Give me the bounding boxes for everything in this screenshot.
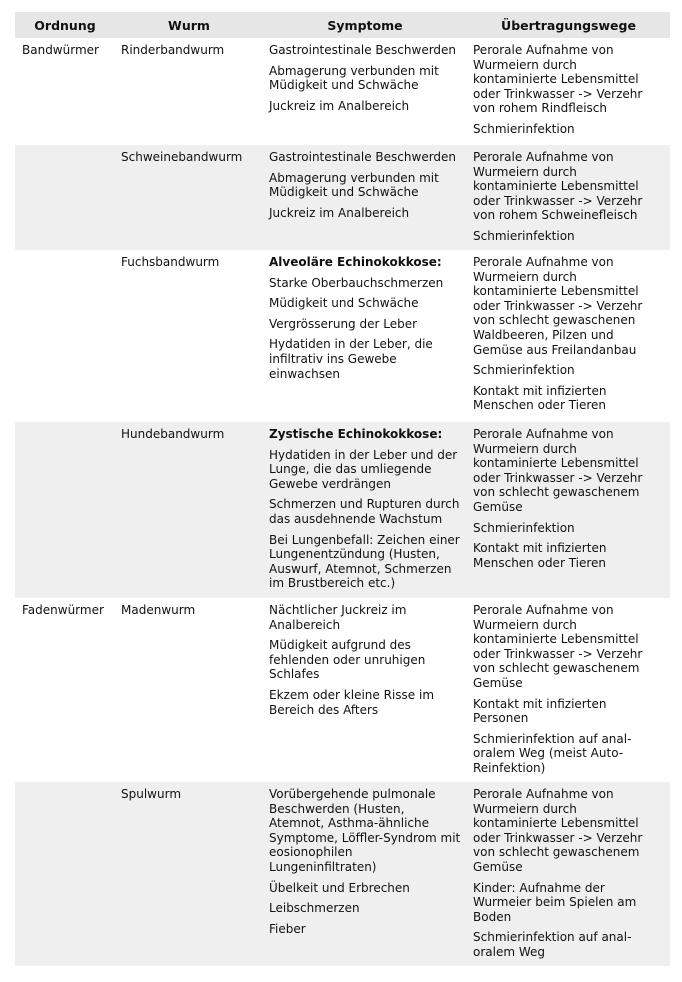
header-ordnung: Ordnung (15, 12, 115, 38)
transmission-item: Schmierinfektion (473, 363, 575, 378)
symptom-heading: Alveoläre Echinokokkose: (269, 255, 442, 269)
cell-uebertragungswege (467, 782, 670, 966)
cell-wurm: Schweinebandwurm (115, 145, 263, 250)
transmission-item: Perorale Aufnahme von Wurmeiern durch kontaminierte Lebensmittel oder Trinkwasser -> Verzehr von schlecht gewaschenem Gemüse (473, 603, 643, 690)
table-row (15, 782, 670, 966)
cell-symptome (263, 782, 467, 966)
table-row (15, 598, 670, 782)
cell-ordnung (15, 145, 115, 250)
symptom-item: Fieber (269, 921, 306, 936)
cell-ordnung (15, 250, 115, 422)
transmission-item: Perorale Aufnahme von Wurmeiern durch kontaminierte Lebensmittel oder Trinkwasser -> Verzehr von rohem Rindfleisch (473, 43, 643, 116)
worm-table (15, 12, 670, 966)
cell-wurm: Rinderbandwurm (121, 43, 225, 57)
cell-symptome (263, 422, 467, 598)
transmission-item: Kontakt mit infizierten Menschen oder Tieren (473, 541, 607, 570)
cell-wurm: Fuchsbandwurm (121, 255, 220, 269)
symptom-item: Bei Lungenbefall: Zeichen einer Lungenentzündung (Husten, Auswurf, Atemnot, Schmerzen im Brustbereich etc.) (269, 532, 460, 591)
cell-symptome (263, 38, 467, 145)
table-header (15, 12, 670, 38)
symptom-item: Hydatiden in der Leber und der Lunge, die das umliegende Gewebe verdrängen (269, 447, 458, 491)
symptom-item: Müdigkeit und Schwäche (269, 296, 419, 311)
cell-wurm: Madenwurm (121, 603, 196, 617)
header-row (15, 12, 670, 38)
transmission-item: Kinder: Aufnahme der Wurmeier beim Spielen am Boden (473, 880, 637, 924)
symptom-item: Gastrointestinale Beschwerden (269, 43, 457, 57)
cell-uebertragungswege (467, 598, 670, 782)
header-symptome: Symptome (263, 12, 467, 38)
table-body (15, 38, 670, 966)
transmission-item: Kontakt mit infizierten Menschen oder Tieren (473, 383, 607, 413)
transmission-item: Kontakt mit infizierten Personen (473, 696, 607, 726)
cell-ordnung (15, 782, 115, 966)
cell-symptome (263, 598, 467, 782)
transmission-item: Schmierinfektion (473, 121, 575, 136)
symptom-item: Gastrointestinale Beschwerden (269, 150, 457, 164)
symptom-item: Abmagerung verbunden mit Müdigkeit und Schwäche (269, 63, 439, 93)
table-row (15, 422, 670, 598)
symptom-item: Vorübergehende pulmonale Beschwerden (Husten, Atemnot, Asthma-ähnliche Symptome, Löffler-Syndrom mit eosionophilen Lungeninfiltraten) (269, 787, 461, 874)
symptom-item: Starke Oberbauchschmerzen (269, 275, 444, 290)
cell-wurm: Hundebandwurm (115, 422, 263, 598)
cell-symptome (263, 250, 467, 422)
symptom-item: Juckreiz im Analbereich (269, 205, 410, 220)
transmission-item: Perorale Aufnahme von Wurmeiern durch kontaminierte Lebensmittel oder Trinkwasser -> Verzehr von schlecht gewaschenem Gemüse (473, 427, 643, 514)
table-row (15, 250, 670, 422)
transmission-item: Perorale Aufnahme von Wurmeiern durch kontaminierte Lebensmittel oder Trinkwasser -> Verzehr von schlecht gewaschenen Waldbeeren, Pilzen und Gemüse aus Freilandanbau (473, 255, 643, 357)
cell-uebertragungswege (467, 250, 670, 422)
cell-ordnung: Fadenwürmer (22, 603, 104, 617)
table-row (15, 145, 670, 250)
cell-uebertragungswege (467, 38, 670, 145)
cell-uebertragungswege (467, 145, 670, 250)
symptom-item: Übelkeit und Erbrechen (269, 880, 410, 895)
cell-ordnung (15, 422, 115, 598)
symptom-item: Hydatiden in der Leber, die infiltrativ ins Gewebe einwachsen (269, 337, 433, 381)
symptom-item: Juckreiz im Analbereich (269, 98, 410, 113)
header-wurm: Wurm (115, 12, 263, 38)
symptom-heading: Zystische Echinokokkose: (269, 427, 443, 441)
cell-uebertragungswege (467, 422, 670, 598)
transmission-item: Perorale Aufnahme von Wurmeiern durch kontaminierte Lebensmittel oder Trinkwasser -> Verzehr von rohem Schweinefleisch (473, 150, 643, 223)
header-uebertragungswege: Übertragungswege (467, 12, 670, 38)
transmission-item: Perorale Aufnahme von Wurmeiern durch kontaminierte Lebensmittel oder Trinkwasser -> Verzehr von schlecht gewaschenem Gemüse (473, 787, 643, 874)
cell-ordnung: Bandwürmer (22, 43, 99, 57)
symptom-item: Abmagerung verbunden mit Müdigkeit und Schwäche (269, 170, 439, 200)
symptom-item: Ekzem oder kleine Risse im Bereich des Afters (269, 687, 435, 717)
table-row (15, 38, 670, 145)
cell-wurm: Spulwurm (115, 782, 263, 966)
symptom-item: Müdigkeit aufgrund des fehlenden oder unruhigen Schlafes (269, 638, 426, 682)
symptom-item: Leibschmerzen (269, 901, 360, 916)
symptom-item: Vergrösserung der Leber (269, 316, 418, 331)
transmission-item: Schmierinfektion auf anal-oralem Weg (473, 930, 632, 959)
symptom-item: Schmerzen und Rupturen durch das ausdehnende Wachstum (269, 497, 460, 526)
transmission-item: Schmierinfektion (473, 520, 575, 535)
symptom-item: Nächtlicher Juckreiz im Analbereich (269, 603, 407, 632)
transmission-item: Schmierinfektion auf anal-oralem Weg (meist Auto-Reinfektion) (473, 731, 632, 775)
cell-symptome (263, 145, 467, 250)
transmission-item: Schmierinfektion (473, 228, 575, 243)
